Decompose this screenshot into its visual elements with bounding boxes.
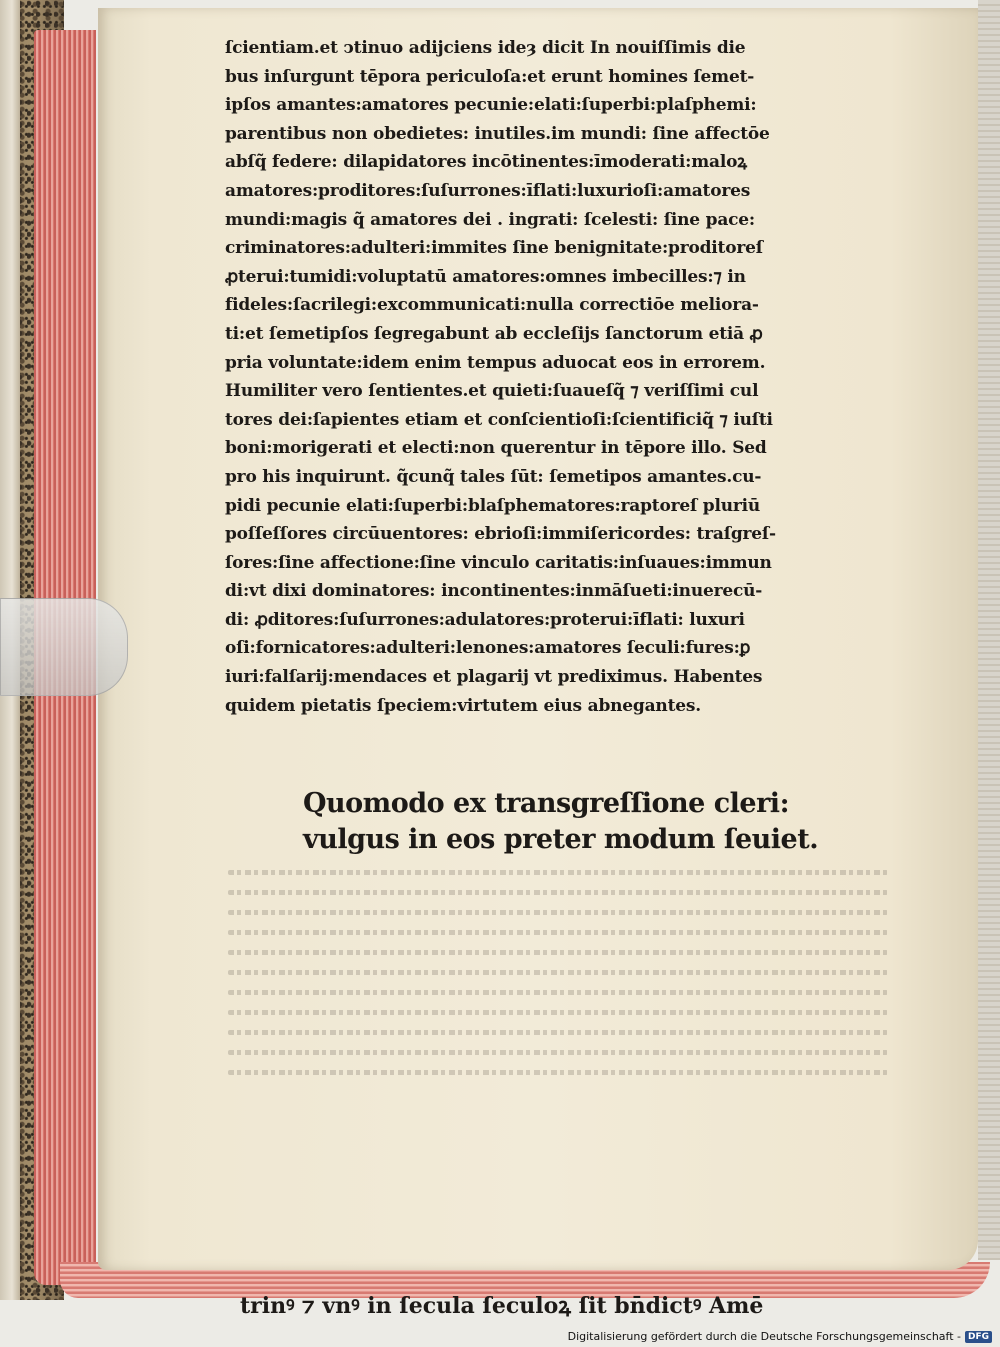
- ghost-line: [228, 1030, 888, 1035]
- text-line: oſi:fornicatores:adulteri:lenones:amatores ſeculi:fures:ꝑ: [225, 638, 751, 659]
- text-line: boni:morigerati et electi:non querentur in tēpore illo. Sed: [225, 438, 767, 459]
- text-line: ti:et ſemetipſos ſegregabunt ab eccleſijs ſanctorum etiā ꝓ: [225, 323, 763, 344]
- text-line: Humiliter vero ſentientes.et quieti:ſuaueſq̃ ⁊ veriſſimi cul: [225, 381, 759, 402]
- text-line: pria voluntate:idem enim tempus aduocat eos in errorem.: [225, 352, 766, 373]
- show-through-text: [228, 870, 888, 1100]
- funding-footer: [568, 1330, 992, 1343]
- text-line: ſores:ſine affectione:ſine vinculo caritatis:inſuaues:immun: [225, 552, 772, 573]
- text-line: tores dei:ſapientes etiam et conſcientioſi:ſcientificiq̃ ⁊ iuſti: [225, 409, 773, 430]
- text-line: fideles:ſacrilegi:excommunicati:nulla correctiōe meliora-: [225, 295, 759, 316]
- text-line: pro his inquirunt. q̃cunq̃ tales ſūt: ſemetipos amantes.cu-: [225, 466, 762, 487]
- text-line: di: ꝓditores:ſuſurrones:adulatores:proterui:īflati: luxuri: [225, 609, 745, 630]
- ghost-line: [228, 1050, 888, 1055]
- ghost-line: [228, 1070, 888, 1075]
- text-line: ꝓterui:tumidi:voluptatū amatores:omnes imbecilles:⁊ in: [225, 266, 746, 287]
- text-line: pidi pecunie elati:ſuperbi:blaſphematores:raptoreſ pluriū: [225, 495, 761, 516]
- text-line: mundi:magis q̃ amatores dei . ingrati: ſcelesti: ſine pace:: [225, 209, 755, 230]
- dfg-logo-icon: DFG: [965, 1331, 992, 1343]
- text-line: di:vt dixi dominatores: incontinentes:inmāſueti:inuerecū-: [225, 581, 763, 602]
- text-line: quidem pietatis ſpeciem:virtutem eius abnegantes.: [225, 695, 701, 716]
- text-line: ſcientiam.et ↄtinuo adijciens ideȝ dicit In nouiſſimis die: [225, 38, 746, 58]
- ghost-line: [228, 990, 888, 995]
- footer-text: Digitalisierung gefördert durch die Deutsche Forschungsgemeinschaft -: [567, 1330, 961, 1343]
- body-text: [225, 34, 890, 720]
- ghost-line: [228, 890, 888, 895]
- facing-page-edge: [978, 0, 1000, 1260]
- text-line: iuri:falſarij:mendaces et plagarij vt prediximus. Habentes: [225, 667, 763, 688]
- page-clamp: [0, 598, 128, 696]
- chapter-heading: [303, 786, 903, 858]
- text-line: abſq̃ federe: dilapidatores incōtinentes:īmoderati:maloꝝ: [225, 152, 747, 173]
- ghost-line: [228, 950, 888, 955]
- ghost-line: [228, 1010, 888, 1015]
- text-line: parentibus non obedietes: inutiles.im mundi: ſine affectōe: [225, 123, 770, 144]
- ghost-line: [228, 930, 888, 935]
- ghost-line: [228, 870, 888, 875]
- text-line: bus inſurgunt tēpora periculoſa:et erunt homines ſemet-: [225, 66, 755, 87]
- text-line: poſſeſſores circūuentores: ebrioſi:immiſericordes: traſgreſ-: [225, 524, 776, 545]
- ghost-line: [228, 910, 888, 915]
- text-line: amatores:proditores:ſuſurrones:īflati:luxurioſi:amatores: [225, 180, 751, 201]
- heading-line: vulgus in eos preter modum ſeuiet.: [303, 824, 819, 855]
- text-line: criminatores:adulteri:immites ſine benignitate:proditoreſ: [225, 238, 763, 259]
- catchword-next-page: trinꝰ ⁊ vnꝰ in ſecula ſeculoꝝ ſit bn̄dictꝰ Amē: [240, 1293, 764, 1319]
- heading-line: Quomodo ex transgreſſione cleri:: [303, 788, 790, 819]
- text-line: ipſos amantes:amatores pecunie:elati:ſuperbi:plaſphemi:: [225, 95, 757, 116]
- ghost-line: [228, 970, 888, 975]
